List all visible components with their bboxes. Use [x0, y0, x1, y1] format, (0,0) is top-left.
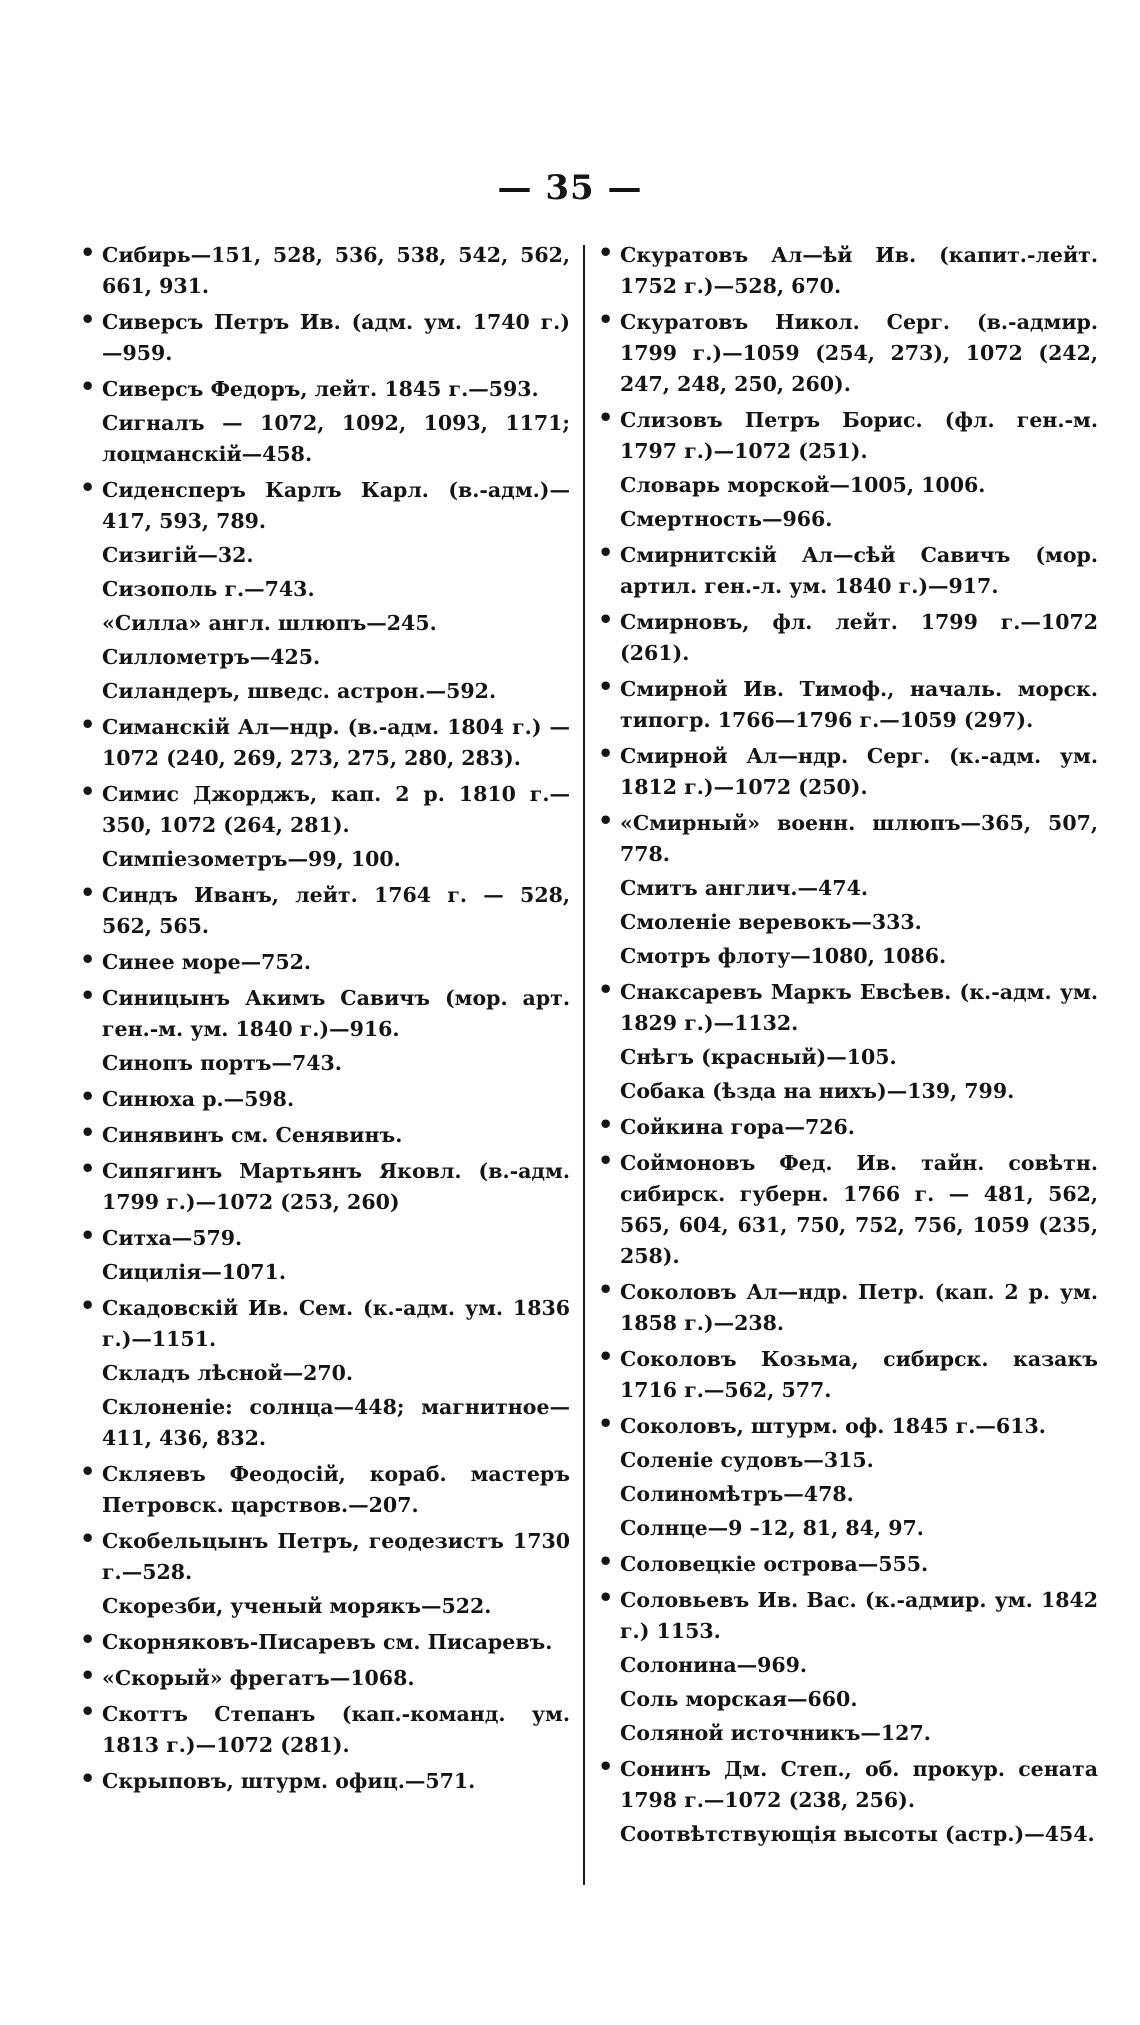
entry-text: Смертность—966. — [620, 507, 833, 531]
index-entry — [598, 907, 1098, 938]
entry-marker-icon: • — [80, 1457, 96, 1486]
entry-marker-icon: • — [80, 945, 96, 974]
column-divider — [583, 245, 585, 1885]
index-entry — [80, 1392, 570, 1454]
index-entry — [598, 1479, 1098, 1510]
entry-marker-icon: • — [80, 878, 96, 907]
entry-marker-icon: • — [80, 1082, 96, 1111]
entry-text: Смирнитскій Ал—сѣй Савичъ (мор. артил. ген.-л. ум. 1840 г.)—917. — [620, 543, 1098, 598]
entry-marker-icon: • — [598, 305, 614, 334]
index-entry — [80, 574, 570, 605]
index-entry — [598, 1684, 1098, 1715]
entry-text: Синдъ Иванъ, лейт. 1764 г. — 528, 562, 565. — [102, 883, 570, 938]
index-entry — [598, 1344, 1098, 1406]
index-entry — [598, 741, 1098, 803]
entry-text: Сигналъ — 1072, 1092, 1093, 1171; лоцманскій—458. — [102, 411, 570, 466]
index-entry — [80, 1663, 570, 1694]
entry-marker-icon: • — [80, 710, 96, 739]
entry-marker-icon: • — [80, 1697, 96, 1726]
index-entry — [80, 1627, 570, 1658]
entry-text: Солонина—969. — [620, 1653, 808, 1677]
index-entry — [80, 642, 570, 673]
index-entry — [598, 1549, 1098, 1580]
entry-text: «Смирный» военн. шлюпъ—365, 507, 778. — [620, 811, 1098, 866]
entry-marker-icon: • — [80, 1118, 96, 1147]
entry-text: Сицилія—1071. — [102, 1260, 286, 1284]
index-entry — [598, 1754, 1098, 1816]
entry-text: Соляной источникъ—127. — [620, 1721, 931, 1745]
entry-text: Сибирь—151, 528, 536, 538, 542, 562, 661, 931. — [102, 243, 570, 298]
entry-text: Скобельцынъ Петръ, геодезистъ 1730 г.—528. — [102, 1529, 570, 1584]
entry-marker-icon: • — [80, 1625, 96, 1654]
entry-text: Смотръ флоту—1080, 1086. — [620, 944, 947, 968]
index-entry — [598, 674, 1098, 736]
entry-text: Скоттъ Степанъ (кап.-команд. ум. 1813 г.)—1072 (281). — [102, 1702, 570, 1757]
index-entry — [80, 374, 570, 405]
index-entry — [80, 1223, 570, 1254]
entry-text: Синее море—752. — [102, 950, 312, 974]
entry-text: Синюха р.—598. — [102, 1087, 295, 1111]
index-entry — [80, 1526, 570, 1588]
entry-text: Скляевъ Феодосій, кораб. мастеръ Петровск. царствов.—207. — [102, 1462, 570, 1517]
entry-marker-icon: • — [80, 1291, 96, 1320]
index-entry — [80, 947, 570, 978]
index-entry — [598, 1411, 1098, 1442]
entry-text: Скуратовъ Никол. Серг. (в.-адмир. 1799 г.)—1059 (254, 273), 1072 (242, 247, 248, 250, 260). — [620, 310, 1098, 396]
entry-text: Снѣгъ (красный)—105. — [620, 1045, 897, 1069]
entry-text: Смитъ англич.—474. — [620, 876, 868, 900]
page-number: — 35 — — [497, 168, 643, 208]
entry-text: Сизигій—32. — [102, 543, 254, 567]
index-entry — [598, 1513, 1098, 1544]
index-entry — [598, 1585, 1098, 1647]
entry-marker-icon: • — [80, 1764, 96, 1793]
index-entry — [80, 1257, 570, 1288]
entry-text: Соленіе судовъ—315. — [620, 1448, 874, 1472]
index-entry — [80, 240, 570, 302]
index-entry — [80, 1120, 570, 1151]
entry-text: Словарь морской—1005, 1006. — [620, 473, 986, 497]
entry-text: Сизополь г.—743. — [102, 577, 315, 601]
entry-marker-icon: • — [598, 538, 614, 567]
entry-marker-icon: • — [80, 981, 96, 1010]
entry-marker-icon: • — [598, 1583, 614, 1612]
entry-text: Соколовъ Козьма, сибирск. казакъ 1716 г.—562, 577. — [620, 1347, 1098, 1402]
entry-marker-icon: • — [80, 305, 96, 334]
index-entry — [80, 983, 570, 1045]
entry-text: Смирновъ, фл. лейт. 1799 г.—1072 (261). — [620, 610, 1098, 665]
index-entry — [80, 475, 570, 537]
entry-text: Соколовъ Ал—ндр. Петр. (кап. 2 р. ум. 1858 г.)—238. — [620, 1280, 1098, 1335]
index-entry — [80, 1766, 570, 1797]
entry-text: Складъ лѣсной—270. — [102, 1361, 354, 1385]
index-entry — [80, 1156, 570, 1218]
entry-text: Солнце—9 –12, 81, 84, 97. — [620, 1516, 924, 1540]
entry-text: «Силла» англ. шлюпъ—245. — [102, 611, 437, 635]
index-entry — [80, 676, 570, 707]
index-entry — [598, 1650, 1098, 1681]
entry-text: Симис Джорджъ, кап. 2 р. 1810 г.—350, 1072 (264, 281). — [102, 782, 570, 837]
entry-text: Синявинъ см. Сенявинъ. — [102, 1123, 403, 1147]
entry-marker-icon: • — [598, 806, 614, 835]
entry-marker-icon: • — [598, 1110, 614, 1139]
index-entry — [80, 1358, 570, 1389]
index-entry — [598, 873, 1098, 904]
entry-text: Смоленіе веревокъ—333. — [620, 910, 922, 934]
entry-marker-icon: • — [80, 238, 96, 267]
entry-text: Скорняковъ-Писаревъ см. Писаревъ. — [102, 1630, 553, 1654]
index-entry — [598, 307, 1098, 400]
entry-marker-icon: • — [598, 403, 614, 432]
entry-marker-icon: • — [598, 739, 614, 768]
entry-marker-icon: • — [80, 1661, 96, 1690]
entry-text: Сонинъ Дм. Степ., об. прокур. сената 1798 г.—1072 (238, 256). — [620, 1757, 1098, 1812]
index-entry — [598, 1819, 1098, 1850]
index-entry — [80, 1591, 570, 1622]
entry-text: Соймоновъ Фед. Ив. тайн. совѣтн. сибирск. губерн. 1766 г. — 481, 562, 565, 604, 631, 750, 752, 756, 1059 (235, 258). — [620, 1151, 1098, 1268]
entry-text: Соловецкіе острова—555. — [620, 1552, 929, 1576]
index-entry — [80, 1293, 570, 1355]
entry-text: Силлометръ—425. — [102, 645, 321, 669]
index-entry — [80, 1048, 570, 1079]
entry-text: Симпіезометръ—99, 100. — [102, 847, 401, 871]
entry-marker-icon: • — [598, 1275, 614, 1304]
entry-text: Симанскій Ал—ндр. (в.-адм. 1804 г.) —1072 (240, 269, 273, 275, 280, 283). — [102, 715, 570, 770]
index-entry — [80, 1084, 570, 1115]
entry-text: Скрыповъ, штурм. офиц.—571. — [102, 1769, 476, 1793]
entry-marker-icon: • — [598, 975, 614, 1004]
index-entry — [598, 977, 1098, 1039]
index-entry — [80, 307, 570, 369]
index-entry — [80, 880, 570, 942]
entry-text: Соколовъ, штурм. оф. 1845 г.—613. — [620, 1414, 1046, 1438]
index-entry — [80, 779, 570, 841]
entry-text: Соотвѣтствующія высоты (астр.)—454. — [620, 1822, 1095, 1846]
entry-marker-icon: • — [598, 1547, 614, 1576]
index-entry — [598, 1718, 1098, 1749]
entry-text: Слизовъ Петръ Борис. (фл. ген.-м. 1797 г.)—1072 (251). — [620, 408, 1098, 463]
index-column-left — [80, 240, 570, 1802]
entry-text: Синопъ портъ—743. — [102, 1051, 342, 1075]
entry-marker-icon: • — [80, 777, 96, 806]
entry-marker-icon: • — [598, 1342, 614, 1371]
index-entry — [598, 607, 1098, 669]
entry-marker-icon: • — [80, 1524, 96, 1553]
index-entry — [598, 1112, 1098, 1143]
entry-text: Смирной Ал—ндр. Серг. (к.-адм. ум. 1812 г.)—1072 (250). — [620, 744, 1098, 799]
entry-text: «Скорый» фрегатъ—1068. — [102, 1666, 415, 1690]
entry-text: Склоненіе: солнца—448; магнитное—411, 436, 832. — [102, 1395, 570, 1450]
entry-text: Соль морская—660. — [620, 1687, 858, 1711]
index-entry — [80, 844, 570, 875]
entry-text: Сипягинъ Мартьянъ Яковл. (в.-адм. 1799 г.)—1072 (253, 260) — [102, 1159, 570, 1214]
entry-text: Сиверсъ Петръ Ив. (адм. ум. 1740 г.) —959. — [102, 310, 570, 365]
index-entry — [598, 808, 1098, 870]
entry-marker-icon: • — [598, 1146, 614, 1175]
index-column-right — [598, 240, 1098, 1855]
index-entry — [598, 1148, 1098, 1272]
entry-marker-icon: • — [598, 238, 614, 267]
entry-marker-icon: • — [598, 1409, 614, 1438]
entry-text: Скадовскій Ив. Сем. (к.-адм. ум. 1836 г.)—1151. — [102, 1296, 570, 1351]
index-entry — [80, 408, 570, 470]
index-entry — [80, 712, 570, 774]
entry-marker-icon: • — [80, 372, 96, 401]
entry-marker-icon: • — [80, 1221, 96, 1250]
index-entry — [598, 1076, 1098, 1107]
entry-text: Солиномѣтръ—478. — [620, 1482, 854, 1506]
entry-marker-icon: • — [598, 1752, 614, 1781]
entry-text: Сиверсъ Федоръ, лейт. 1845 г.—593. — [102, 377, 539, 401]
entry-text: Силандеръ, шведс. астрон.—592. — [102, 679, 497, 703]
entry-text: Синицынъ Акимъ Савичъ (мор. арт. ген.-м. ум. 1840 г.)—916. — [102, 986, 570, 1041]
index-entry — [598, 240, 1098, 302]
index-entry — [598, 941, 1098, 972]
entry-marker-icon: • — [598, 672, 614, 701]
entry-text: Сойкина гора—726. — [620, 1115, 855, 1139]
index-entry — [598, 1445, 1098, 1476]
entry-marker-icon: • — [598, 605, 614, 634]
entry-marker-icon: • — [80, 1154, 96, 1183]
entry-text: Скуратовъ Ал—ѣй Ив. (капит.-лейт. 1752 г.)—528, 670. — [620, 243, 1098, 298]
index-entry — [80, 608, 570, 639]
index-entry — [598, 504, 1098, 535]
entry-text: Скорезби, ученый морякъ—522. — [102, 1594, 492, 1618]
entry-text: Собака (ѣзда на нихъ)—139, 799. — [620, 1079, 1015, 1103]
entry-text: Снаксаревъ Маркъ Евсѣев. (к.-адм. ум. 1829 г.)—1132. — [620, 980, 1098, 1035]
index-entry — [598, 540, 1098, 602]
index-entry — [598, 470, 1098, 501]
entry-text: Ситха—579. — [102, 1226, 243, 1250]
index-entry — [80, 1699, 570, 1761]
index-entry — [598, 405, 1098, 467]
entry-marker-icon: • — [80, 473, 96, 502]
index-entry — [598, 1042, 1098, 1073]
index-entry — [80, 1459, 570, 1521]
index-entry — [598, 1277, 1098, 1339]
entry-text: Соловьевъ Ив. Вас. (к.-адмир. ум. 1842 г.) 1153. — [620, 1588, 1098, 1643]
entry-text: Смирной Ив. Тимоф., началь. морск. типогр. 1766—1796 г.—1059 (297). — [620, 677, 1098, 732]
entry-text: Сиденсперъ Карлъ Карл. (в.-адм.)—417, 593, 789. — [102, 478, 570, 533]
index-entry — [80, 540, 570, 571]
